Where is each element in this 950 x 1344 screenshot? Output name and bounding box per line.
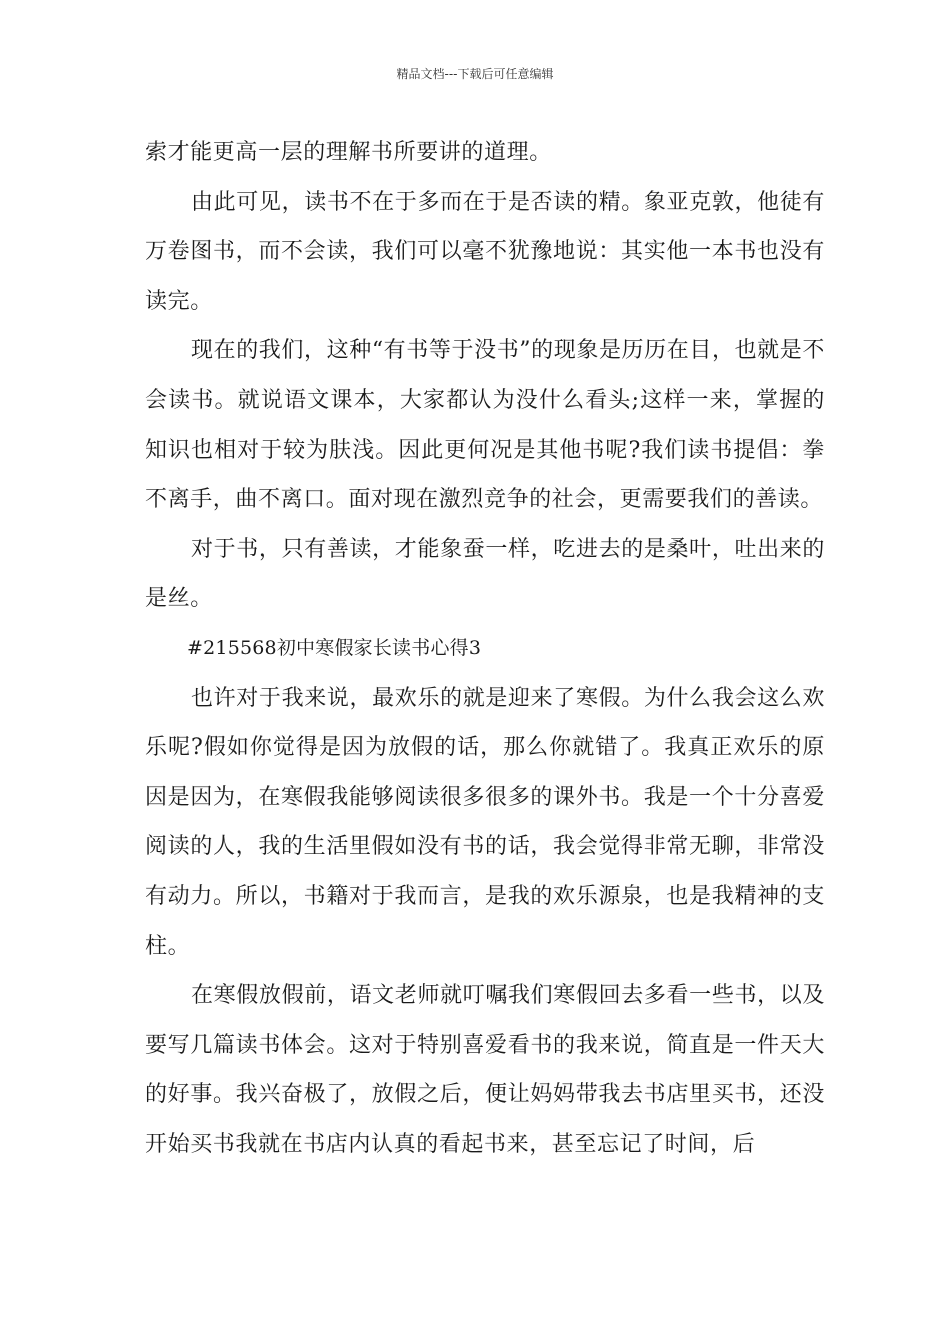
paragraph: 现在的我们，这种“有书等于没书”的现象是历历在目，也就是不会读书。就说语文课本，大家都认为没什么看头;这样一来，掌握的知识也相对于较为肤浅。因此更何况是其他书呢?我们读书提倡：拳不离手，曲不离口。面对现在激烈竞争的社会，更需要我们的善读。 [145, 338, 825, 513]
page-header: 精品文档---下载后可任意编辑 [396, 67, 554, 81]
paragraph: 对于书，只有善读，才能象蚕一样，吃进去的是桑叶，吐出来的是丝。 [145, 536, 825, 612]
paragraph-continuation: 索才能更高一层的理解书所要讲的道理。 [145, 140, 552, 165]
paragraph: 在寒假放假前，语文老师就叮嘱我们寒假回去多看一些书，以及要写几篇读书体会。这对于特别喜爱看书的我来说，简直是一件天大的好事。我兴奋极了，放假之后，便让妈妈带我去书店里买书，还没开始买书我就在书店内认真的看起书来，甚至忘记了时间，后 [145, 983, 825, 1157]
paragraph: 也许对于我来说，最欢乐的就是迎来了寒假。为什么我会这么欢乐呢?假如你觉得是因为放假的话，那么你就错了。我真正欢乐的原因是因为，在寒假我能够阅读很多很多的课外书。我是一个十分喜爱阅读的人，我的生活里假如没有书的话，我会觉得非常无聊，非常没有动力。所以，书籍对于我而言，是我的欢乐源泉，也是我精神的支柱。 [145, 685, 825, 959]
document-body [145, 128, 825, 1169]
section-heading: #215568初中寒假家长读书心得3 [187, 636, 482, 659]
paragraph: 由此可见，读书不在于多而在于是否读的精。象亚克敦，他徒有万卷图书，而不会读，我们可以毫不犹豫地说：其实他一本书也没有读完。 [145, 189, 825, 314]
